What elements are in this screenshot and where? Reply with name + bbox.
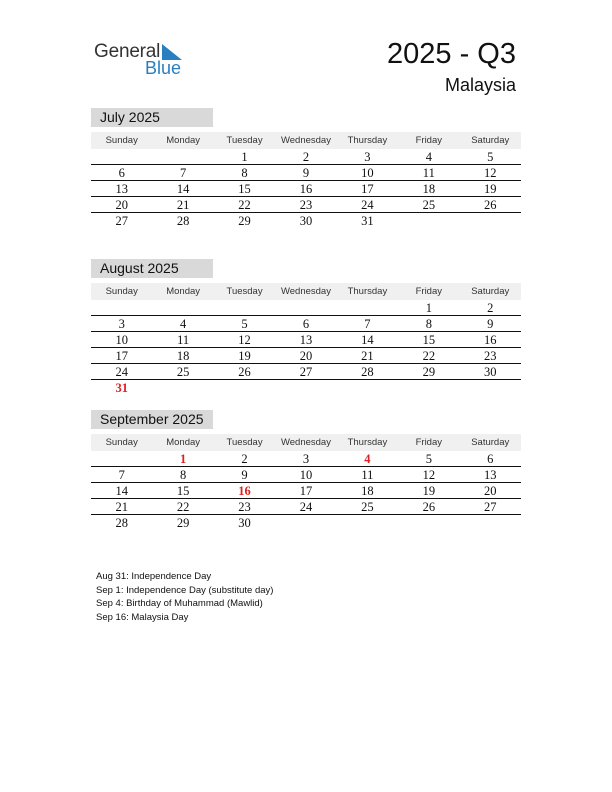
weekday-header-row [91, 434, 521, 451]
weekday-label: Wednesday [280, 135, 331, 146]
day-cell: 17 [299, 484, 313, 498]
week-row [91, 213, 521, 229]
weekday-label: Wednesday [280, 286, 331, 297]
day-cell: 8 [425, 317, 432, 331]
day-cell: 5 [241, 317, 248, 331]
day-cell: 4 [425, 150, 432, 164]
empty-day-cell [91, 149, 152, 164]
day-cell: 9 [302, 166, 310, 180]
day-cell: 3 [364, 150, 371, 164]
day-cell: 14 [115, 484, 128, 498]
week-row [91, 300, 521, 316]
day-cell: 27 [115, 214, 128, 228]
day-cell: 26 [238, 365, 251, 379]
weekday-label: Thursday [347, 437, 388, 448]
day-cell: 14 [361, 333, 374, 347]
day-cell: 10 [361, 166, 374, 180]
empty-day-cell [337, 515, 398, 531]
day-cell: 15 [238, 182, 251, 196]
day-cell: 17 [361, 182, 374, 196]
week-row [91, 348, 521, 364]
day-cell: 11 [361, 468, 374, 482]
empty-day-cell [337, 300, 398, 315]
weekday-label: Monday [166, 135, 201, 146]
day-cell: 19 [483, 182, 497, 196]
day-cell: 31 [115, 381, 128, 395]
day-cell: 7 [364, 317, 371, 331]
week-row [91, 515, 521, 531]
day-cell: 11 [422, 166, 435, 180]
day-cell: 2 [487, 301, 494, 315]
day-cell: 30 [483, 365, 497, 379]
weekday-label: Thursday [347, 135, 388, 146]
weekday-label: Thursday [347, 286, 388, 297]
week-row [91, 332, 521, 348]
empty-day-cell [398, 380, 459, 396]
day-cell: 6 [118, 166, 125, 180]
day-cell: 20 [115, 198, 128, 212]
holiday-list-item: Aug 31: Independence Day [96, 571, 212, 582]
empty-day-cell [275, 300, 336, 315]
day-cell: 24 [361, 198, 374, 212]
day-cell: 9 [241, 468, 248, 482]
day-cell: 31 [361, 214, 374, 228]
empty-day-cell [275, 380, 336, 396]
day-cell: 25 [361, 500, 374, 514]
day-cell: 13 [483, 468, 497, 482]
day-cell: 18 [422, 182, 436, 196]
weekday-header-row [91, 132, 521, 149]
week-row [91, 181, 521, 197]
generalblue-logo [94, 41, 194, 81]
holiday-list-item: Sep 1: Independence Day (substitute day) [96, 584, 274, 596]
weekday-label: Sunday [105, 135, 138, 146]
day-cell: 15 [176, 484, 190, 498]
day-cell: 5 [487, 150, 494, 164]
day-cell: 16 [238, 484, 251, 498]
holiday-list-item: Sep 16: Malaysia Day [96, 611, 189, 623]
logo-text-general: General [94, 41, 161, 62]
day-cell: 9 [487, 317, 494, 331]
day-cell: 21 [176, 198, 190, 212]
day-cell: 16 [299, 182, 313, 196]
week-row [91, 165, 521, 181]
holiday-list-item: Sep 4: Birthday of Muhammad (Mawlid) [96, 598, 263, 609]
empty-day-cell [337, 380, 398, 396]
weekday-label: Monday [166, 437, 201, 448]
day-cell: 19 [238, 349, 251, 363]
week-row [91, 197, 521, 213]
day-cell: 23 [299, 198, 313, 212]
day-cell: 25 [422, 198, 436, 212]
day-cell: 5 [425, 452, 432, 466]
week-row [91, 451, 521, 467]
day-cell: 18 [176, 349, 190, 363]
day-cell: 16 [483, 333, 497, 347]
day-cell: 17 [115, 349, 128, 363]
week-row [91, 499, 521, 515]
day-cell: 22 [238, 198, 251, 212]
day-cell: 10 [299, 468, 313, 482]
month-calendar-august [91, 259, 521, 396]
day-cell: 13 [299, 333, 313, 347]
week-row [91, 483, 521, 499]
month-calendar-july [91, 108, 521, 229]
day-cell: 23 [483, 349, 497, 363]
weekday-label: Tuesday [226, 437, 263, 448]
day-cell: 4 [364, 452, 371, 466]
day-cell: 22 [422, 349, 436, 363]
day-cell: 29 [238, 214, 251, 228]
day-cell: 26 [422, 500, 436, 514]
day-cell: 10 [115, 333, 128, 347]
day-cell: 21 [361, 349, 374, 363]
day-cell: 20 [299, 349, 313, 363]
day-cell: 23 [238, 500, 251, 514]
day-cell: 15 [422, 333, 436, 347]
holiday-list [96, 570, 273, 624]
day-cell: 30 [299, 214, 313, 228]
week-row [91, 149, 521, 165]
day-cell: 19 [422, 484, 436, 498]
empty-day-cell [91, 451, 152, 466]
day-cell: 20 [483, 484, 497, 498]
month-calendar-september [91, 410, 521, 531]
month-header: August 2025 [91, 259, 213, 278]
day-cell: 3 [302, 452, 310, 466]
empty-day-cell [152, 380, 213, 396]
day-cell: 6 [487, 452, 494, 466]
day-cell: 8 [180, 468, 187, 482]
empty-day-cell [152, 300, 213, 315]
day-cell: 26 [483, 198, 497, 212]
weekday-label: Tuesday [226, 286, 263, 297]
empty-day-cell [91, 300, 152, 315]
logo-text-blue: Blue [145, 58, 182, 78]
day-cell: 24 [115, 365, 128, 379]
day-cell: 11 [177, 333, 190, 347]
day-cell: 8 [241, 166, 248, 180]
week-row [91, 316, 521, 332]
day-cell: 4 [180, 317, 187, 331]
day-cell: 1 [241, 150, 248, 164]
day-cell: 2 [302, 150, 310, 164]
country-name: Malaysia [444, 75, 516, 95]
day-cell: 1 [180, 452, 187, 466]
week-row [91, 380, 521, 396]
day-cell: 21 [115, 500, 128, 514]
day-cell: 29 [176, 516, 190, 530]
week-row [91, 467, 521, 483]
weekday-label: Saturday [471, 135, 510, 146]
day-cell: 14 [176, 182, 190, 196]
weekday-label: Tuesday [226, 135, 263, 146]
day-cell: 12 [238, 333, 251, 347]
day-cell: 22 [176, 500, 190, 514]
day-cell: 12 [422, 468, 436, 482]
day-cell: 24 [299, 500, 313, 514]
empty-day-cell [460, 515, 521, 531]
weekday-label: Friday [415, 135, 443, 146]
page-title: 2025 - Q3 [387, 38, 516, 70]
day-cell: 30 [238, 516, 251, 530]
weekday-label: Friday [415, 437, 443, 448]
day-cell: 1 [425, 301, 432, 315]
empty-day-cell [275, 515, 336, 531]
weekday-label: Sunday [105, 286, 138, 297]
day-cell: 29 [422, 365, 436, 379]
day-cell: 28 [115, 516, 128, 530]
day-cell: 13 [115, 182, 128, 196]
empty-day-cell [214, 380, 275, 396]
day-cell: 28 [361, 365, 374, 379]
day-cell: 27 [483, 500, 497, 514]
weekday-header-row [91, 283, 521, 300]
month-header: September 2025 [91, 410, 213, 429]
day-cell: 25 [176, 365, 190, 379]
day-cell: 2 [241, 452, 248, 466]
day-cell: 6 [302, 317, 310, 331]
day-cell: 12 [483, 166, 497, 180]
week-row [91, 364, 521, 380]
empty-day-cell [152, 149, 213, 164]
weekday-label: Saturday [471, 286, 510, 297]
empty-day-cell [460, 213, 521, 229]
weekday-label: Monday [166, 286, 201, 297]
empty-day-cell [398, 515, 459, 531]
day-cell: 3 [118, 317, 125, 331]
weekday-label: Saturday [471, 437, 510, 448]
day-cell: 7 [118, 468, 125, 482]
day-cell: 18 [361, 484, 374, 498]
weekday-label: Sunday [105, 437, 138, 448]
day-cell: 28 [176, 214, 190, 228]
day-cell: 7 [180, 166, 187, 180]
empty-day-cell [398, 213, 459, 229]
weekday-label: Friday [415, 286, 443, 297]
day-cell: 27 [299, 365, 313, 379]
empty-day-cell [460, 380, 521, 396]
empty-day-cell [214, 300, 275, 315]
month-header: July 2025 [91, 108, 213, 127]
weekday-label: Wednesday [280, 437, 331, 448]
